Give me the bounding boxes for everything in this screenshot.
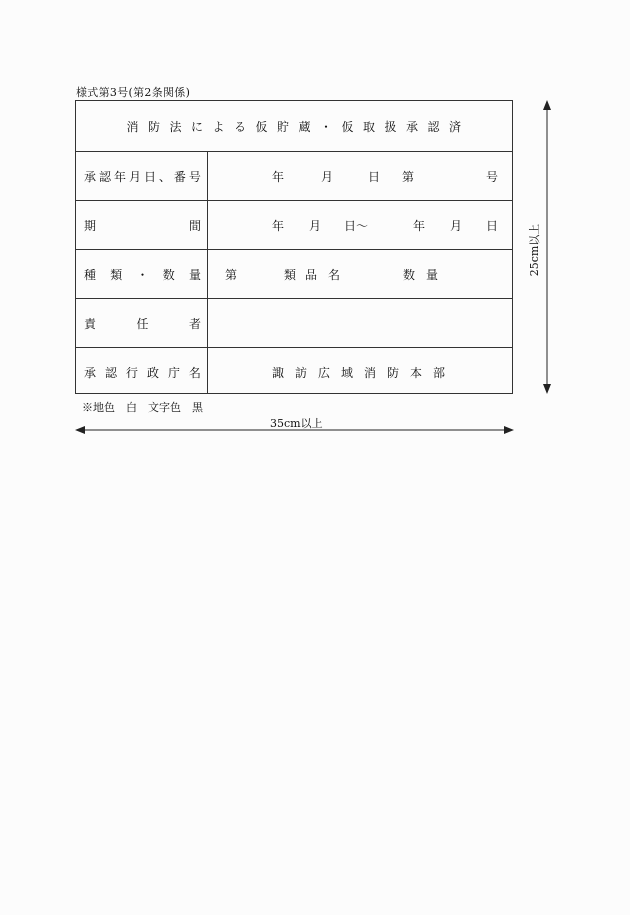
- width-arrow-left-head: [75, 426, 85, 434]
- period-end-month: 月: [450, 219, 463, 233]
- width-dimension-label: 35cm以上: [270, 417, 323, 430]
- row-label-type-quantity: 種 類 ・ 数 量: [84, 268, 201, 282]
- approval-year: 年: [272, 170, 285, 184]
- period-start-year: 年: [272, 219, 285, 233]
- row-label-period: 期 間: [84, 219, 201, 233]
- form-caption: 様式第3号(第2条関係): [76, 86, 191, 99]
- color-note: ※地色 白 文字色 黒: [82, 401, 203, 414]
- product-name-char-2: 名: [328, 268, 341, 282]
- period-end-year: 年: [413, 219, 426, 233]
- period-end-day: 日: [486, 219, 499, 233]
- quantity-char-1: 数: [403, 268, 416, 282]
- authority-char-8: 部: [433, 366, 446, 380]
- approval-day: 日: [368, 170, 381, 184]
- authority-char-7: 本: [410, 366, 423, 380]
- height-dimension-label: 25cm以上: [528, 223, 541, 277]
- approval-number-prefix: 第: [402, 170, 415, 184]
- class-suffix: 類: [284, 268, 297, 282]
- authority-char-3: 広: [318, 366, 331, 380]
- approval-month: 月: [321, 170, 334, 184]
- row-label-approval-date-number: 承 認 年 月 日 、 番 号: [84, 170, 201, 184]
- quantity-char-2: 量: [426, 268, 439, 282]
- approval-number-suffix: 号: [486, 170, 499, 184]
- height-arrow-top-head: [543, 100, 551, 110]
- authority-char-6: 防: [387, 366, 400, 380]
- authority-char-5: 消: [364, 366, 377, 380]
- authority-char-2: 訪: [295, 366, 308, 380]
- sign-title: 消防法による仮貯蔵・仮取扱承認済: [126, 120, 471, 134]
- authority-char-4: 域: [341, 366, 354, 380]
- product-name-char-1: 品: [305, 268, 318, 282]
- period-start-day: 日～: [344, 219, 369, 233]
- row-label-responsible-person: 責 任 者: [84, 317, 201, 331]
- width-arrow-right-head: [504, 426, 514, 434]
- height-arrow-bottom-head: [543, 384, 551, 394]
- period-start-month: 月: [309, 219, 322, 233]
- class-prefix: 第: [225, 268, 238, 282]
- authority-char-1: 諏: [272, 366, 285, 380]
- row-label-approving-authority: 承 認 行 政 庁 名: [84, 366, 201, 380]
